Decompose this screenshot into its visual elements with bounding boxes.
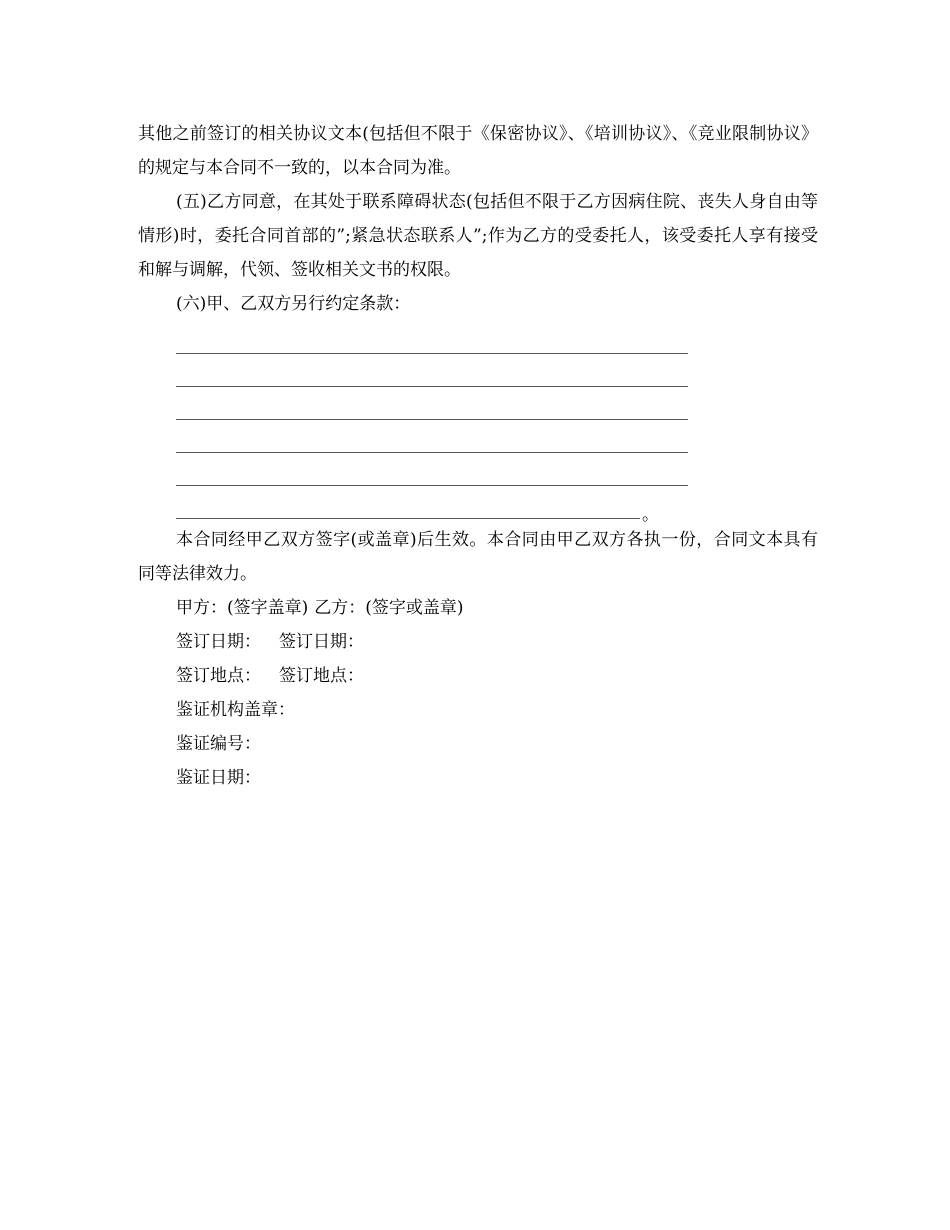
- blank-line: [176, 387, 688, 420]
- signature-row-dates: [138, 625, 818, 659]
- party-a-place-label: 签订地点：: [176, 666, 261, 686]
- party-a-signature-label: 甲方：(签字盖章): [176, 598, 309, 618]
- paragraph-prior-agreements: 其他之前签订的相关协议文本(包括但不限于《保密协议》、《培训协议》、《竞业限制协议》的规定与本合同不一致的，以本合同为准。: [138, 124, 818, 178]
- additional-terms-blank: [176, 321, 688, 525]
- blank-line: [176, 354, 688, 387]
- blank-end-mark: 。: [642, 505, 659, 525]
- notary-date-label: 鉴证日期：: [176, 768, 261, 788]
- paragraph-clause-six: (六)甲、乙双方另行约定条款：: [176, 294, 411, 314]
- notary-date-row: [138, 761, 818, 795]
- signature-row-parties: [138, 591, 818, 625]
- blank-line: [176, 486, 640, 519]
- notary-number-row: [138, 727, 818, 761]
- signature-row-places: [138, 659, 818, 693]
- blank-line: [176, 420, 688, 453]
- notary-seal-row: [138, 693, 818, 727]
- party-b-date-label: 签订日期：: [279, 632, 364, 652]
- document-body: [138, 117, 818, 795]
- paragraph-clause-five: (五)乙方同意，在其处于联系障碍状态(包括但不限于乙方因病住院、丧失人身自由等情形)时，委托合同首部的”;紧急状态联系人”;作为乙方的受委托人，该受委托人享有接受和解与调解，代领、签收相关文书的权限。: [138, 192, 818, 280]
- blank-line-last-row: [176, 486, 688, 525]
- notary-seal-label: 鉴证机构盖章：: [176, 700, 295, 720]
- paragraph-effectiveness: 本合同经甲乙双方签字(或盖章)后生效。本合同由甲乙双方各执一份，合同文本具有同等法律效力。: [138, 530, 818, 584]
- blank-line: [176, 321, 688, 354]
- party-b-signature-label: 乙方：(签字或盖章): [314, 598, 464, 618]
- blank-line: [176, 453, 688, 486]
- party-b-place-label: 签订地点：: [279, 666, 364, 686]
- party-a-date-label: 签订日期：: [176, 632, 261, 652]
- notary-number-label: 鉴证编号：: [176, 734, 261, 754]
